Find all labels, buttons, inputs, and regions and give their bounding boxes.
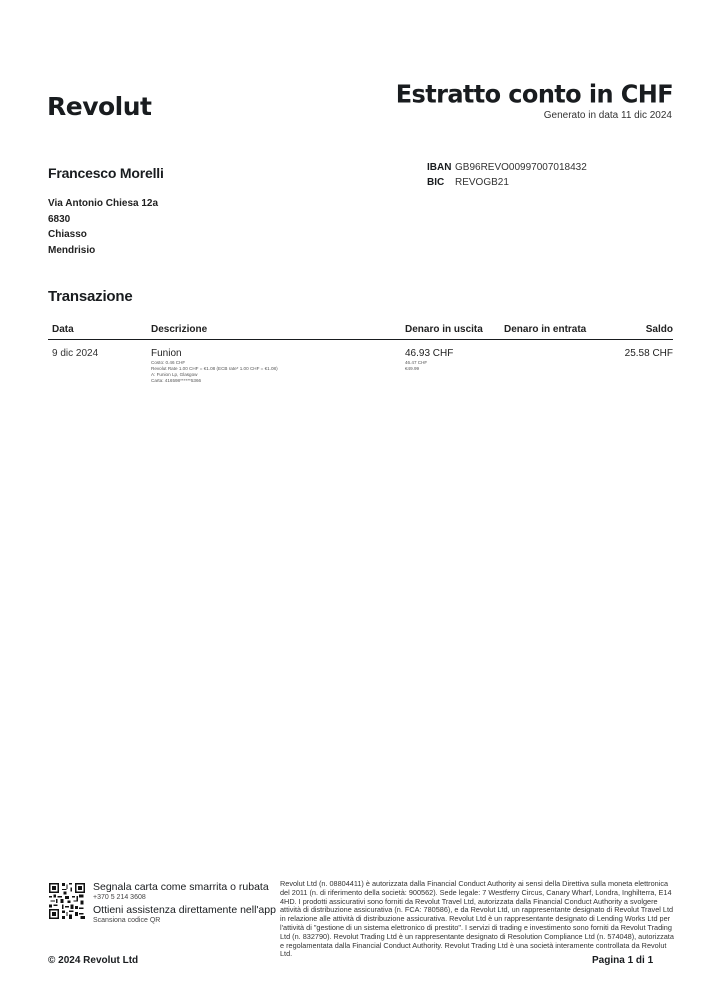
help-block [93,881,276,924]
address-line: Mendrisio [48,244,96,256]
support-phone: +370 5 214 3608 [93,894,146,901]
row-description: Funion [151,348,182,359]
header-description: Descrizione [151,324,208,335]
revolut-logo: Revolut [47,92,152,121]
statement-title: Estratto conto in CHF [395,79,673,109]
iban-row [427,160,587,175]
bic-value: REVOGB21 [455,177,509,188]
bic-row [427,175,587,190]
row-out-detail: 46.47 CHF [405,360,428,365]
in-app-help-title: Ottieni assistenza direttamente nell'app [93,904,276,916]
iban-value: GB96REVO00997007018432 [455,162,587,173]
address-line: Chiasso [48,229,87,240]
row-detail: Carta: 416598******5366 [151,378,202,383]
header-money-out: Denaro in uscita [405,324,483,335]
row-detail: A: Funion Lp, Glasgow [151,372,198,377]
row-date: 9 dic 2024 [52,348,99,359]
header-balance: Saldo [645,324,673,335]
row-out-detail: €49.99 [405,366,420,371]
iban-label: IBAN [427,162,452,173]
transactions-title: Transazione [48,288,133,305]
row-balance: 25.58 CHF [624,348,673,359]
bic-label: BIC [427,177,445,188]
address-line: 6830 [48,213,71,225]
address-line: Via Antonio Chiesa 12a [48,198,159,209]
row-detail: Revolut Rate 1.00 CHF = €1.08 (ECB rate* 1.00 CHF = €1.08) [151,366,278,371]
customer-address [48,196,158,258]
copyright: © 2024 Revolut Ltd [48,955,139,966]
generated-date: Generato in data 11 dic 2024 [543,110,672,121]
lost-card-title: Segnala carta come smarrita o rubata [93,881,269,893]
header-date: Data [52,324,74,335]
row-money-out: 46.93 CHF [405,348,454,359]
qr-code-icon [49,883,85,919]
header-money-in: Denaro in entrata [504,324,587,335]
scan-qr-hint: Scansiona codice QR [93,917,161,924]
customer-name: Francesco Morelli [48,165,164,181]
row-detail: Costo: 0.46 CHF [151,360,186,365]
transactions-header [48,322,673,340]
legal-disclaimer: Revolut Ltd (n. 08804411) è autorizzata dalla Financial Conduct Authority ai sensi della Direttiva sulla moneta elettronica del 2011 (n. di riferimento della società: 900562). Sede legale: 7 Westferry Circus, Canary Wharf, Londra, Inghilterra, E14 4HD. I prodotti assicurativi sono forniti da Revolut Travel Ltd, autorizzata dalla Financial Conduct Authority a svolgere attività di distribuzione assicurativa (n. FCA: 780586), e da Revolut Ltd, un rappresentante designato di Revolut Travel Ltd in relazione alle attività di distribuzione assicurativa. Revolut Ltd è un rappresentante designato di Lending Works Ltd per l'attività di "gestione di un sistema elettronico di prestito". I servizi di trading e investimento sono forniti da Revolut Trading Ltd (n. 832790). Revolut Trading Ltd è un rappresentante designato di Resolution Compliance Ltd (n. 574048), autorizzata e regolamentata dalla Financial Conduct Authority. Revolut Trading Ltd è una società interamente controllata da Revolut Ltd. [280,879,674,959]
table-row [48,347,673,387]
page-number: Pagina 1 di 1 [592,955,654,966]
bank-info [427,160,587,190]
